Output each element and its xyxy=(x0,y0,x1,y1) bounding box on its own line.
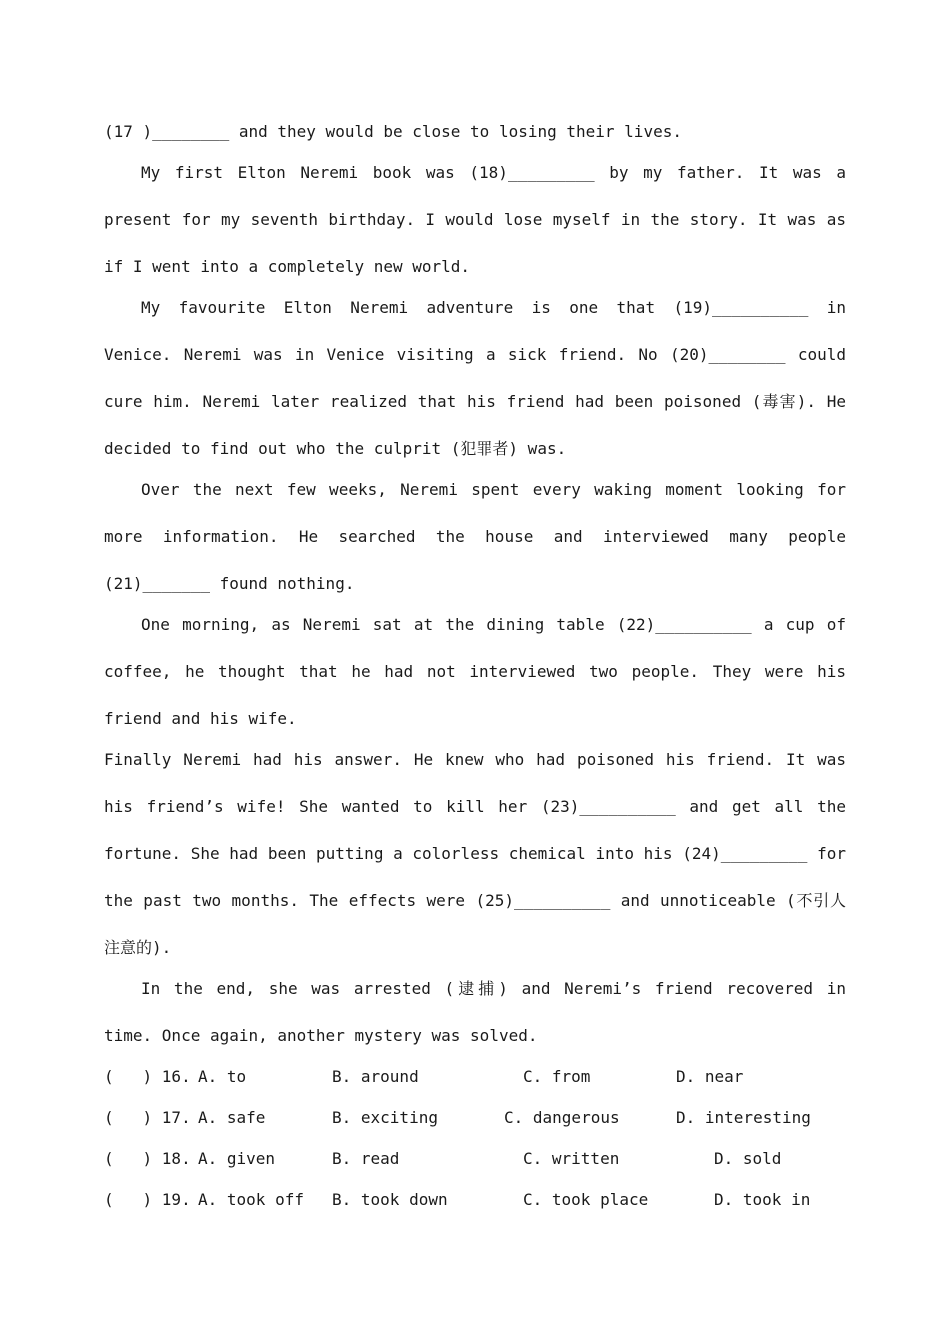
passage-line: time. Once again, another mystery was solved. xyxy=(104,1026,538,1045)
option-d: D. interesting xyxy=(676,1108,811,1127)
option-d: D. sold xyxy=(714,1149,782,1168)
passage-line: My favourite Elton Neremi adventure is one that (19)__________ in xyxy=(141,298,846,317)
option-a: A. took off xyxy=(198,1190,304,1209)
passage-line: decided to find out who the culprit (犯罪者) was. xyxy=(104,439,567,458)
passage-line: Venice. Neremi was in Venice visiting a sick friend. No (20)________ could xyxy=(104,345,846,364)
option-b: B. took down xyxy=(332,1190,448,1209)
option-c: C. dangerous xyxy=(504,1108,620,1127)
option-b: B. around xyxy=(332,1067,419,1086)
passage-line: (17 )________ and they would be close to losing their lives. xyxy=(104,122,682,141)
passage-line: his friend’s wife! She wanted to kill her (23)__________ and get all the xyxy=(104,797,846,816)
passage-line: cure him. Neremi later realized that his friend had been poisoned (毒害). He xyxy=(104,392,846,411)
option-c: C. written xyxy=(523,1149,620,1168)
passage-line: fortune. She had been putting a colorless chemical into his (24)_________ for xyxy=(104,844,846,863)
question-number: ( ) 17. xyxy=(104,1108,191,1127)
option-b: B. exciting xyxy=(332,1108,438,1127)
passage-line: Finally Neremi had his answer. He knew who had poisoned his friend. It was xyxy=(104,750,846,769)
question-number: ( ) 19. xyxy=(104,1190,191,1209)
passage-line: the past two months. The effects were (25)__________ and unnoticeable (不引人 xyxy=(104,891,846,910)
option-d: D. near xyxy=(676,1067,744,1086)
passage-line: (21)_______ found nothing. xyxy=(104,574,355,593)
passage-line: coffee, he thought that he had not interviewed two people. They were his xyxy=(104,662,846,681)
passage-line: Over the next few weeks, Neremi spent every waking moment looking for xyxy=(141,480,846,499)
passage-line: if I went into a completely new world. xyxy=(104,257,471,276)
option-a: A. safe xyxy=(198,1108,266,1127)
passage-line: present for my seventh birthday. I would lose myself in the story. It was as xyxy=(104,210,846,229)
question-number: ( ) 18. xyxy=(104,1149,191,1168)
question-number: ( ) 16. xyxy=(104,1067,191,1086)
passage-line: friend and his wife. xyxy=(104,709,297,728)
passage-line: My first Elton Neremi book was (18)_________ by my father. It was a xyxy=(141,163,846,182)
passage-line: more information. He searched the house and interviewed many people xyxy=(104,527,846,546)
option-d: D. took in xyxy=(714,1190,811,1209)
passage-line: One morning, as Neremi sat at the dining table (22)__________ a cup of xyxy=(141,615,846,634)
passage-line: In the end, she was arrested (逮捕) and Neremi’s friend recovered in xyxy=(141,979,846,998)
option-a: A. given xyxy=(198,1149,276,1168)
option-c: C. from xyxy=(523,1067,591,1086)
option-c: C. took place xyxy=(523,1190,649,1209)
option-a: A. to xyxy=(198,1067,247,1086)
passage-line: 注意的). xyxy=(104,938,172,957)
option-b: B. read xyxy=(332,1149,400,1168)
